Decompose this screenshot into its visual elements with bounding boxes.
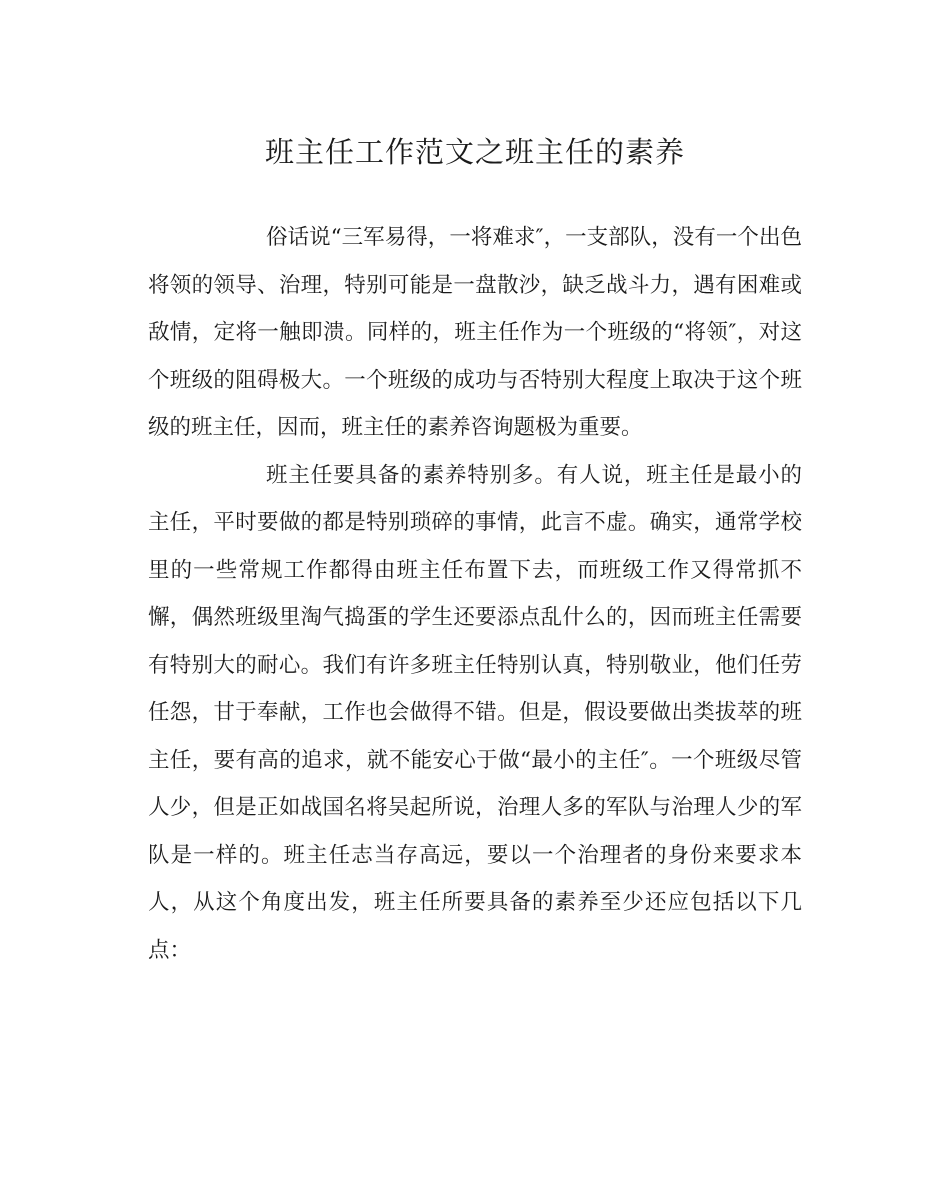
paragraph-qualities: 班主任要具备的素养特别多。有人说，班主任是最小的主任，平时要做的都是特别琐碎的事情，此言不虚。确实，通常学校里的一些常规工作都得由班主任布置下去，而班级工作又得常抓不懈，偶然班级里淘气捣蛋的学生还要添点乱什么的，因而班主任需要有特别大的耐心。我们有许多班主任特别认真，特别敬业，他们任劳任怨，甘于奉献，工作也会做得不错。但是，假设要做出类拔萃的班主任，要有高的追求，就不能安心于做“最小的主任″。一个班级尽管人少，但是正如战国名将吴起所说，治理人多的军队与治理人少的军队是一样的。班主任志当存高远，要以一个治理者的身份来要求本人，从这个角度出发，班主任所要具备的素养至少还应包括以下几点： [148, 462, 802, 963]
document-title: 班主任工作范文之班主任的素养 [264, 135, 685, 169]
document-body [148, 214, 802, 974]
paragraph-intro: 俗话说“三军易得，一将难求″，一支部队，没有一个出色将领的领导、治理，特别可能是一盘散沙，缺乏战斗力，遇有困难或敌情，定将一触即溃。同样的，班主任作为一个班级的“将领″，对这个班级的阻碍极大。一个班级的成功与否特别大程度上取决于这个班级的班主任，因而，班主任的素养咨询题极为重要。 [148, 225, 802, 440]
